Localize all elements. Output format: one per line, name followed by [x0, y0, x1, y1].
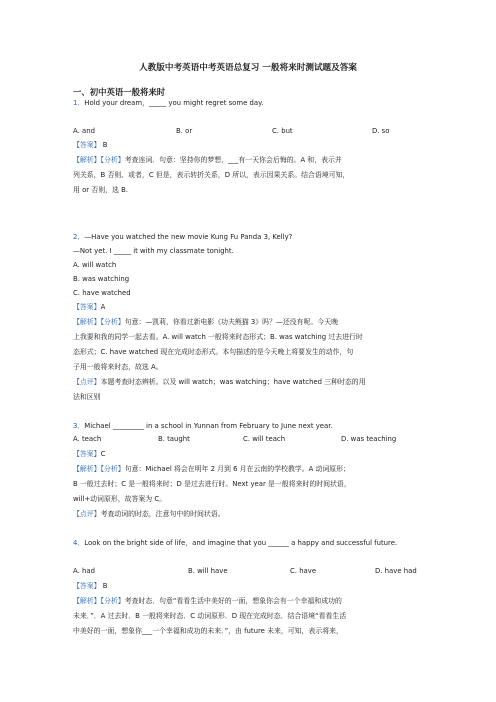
analysis-line: 上我要和我的同学一起去看。A. will watch 一般将来时态形式；B. was watching 过去进行时 — [73, 333, 363, 341]
question-text: Look on the bright side of life，and imagine that you ______ a happy and successful future. — [84, 539, 398, 547]
option-b: B. taught — [158, 435, 190, 443]
analysis-line: 【解析】【分析】句意：—凯莉，你看过新电影《功夫熊猫 3》吗？—还没有呢。今天晚 — [73, 318, 338, 326]
question-1 — [73, 98, 263, 108]
analysis-line: will+动词原形，故答案为 C。 — [73, 495, 167, 503]
comment-line: 【点评】本题考查时态辨析。以及 will watch；was watching；have watched 三种时态的用 — [73, 378, 366, 386]
answer-value: C — [100, 450, 106, 458]
option-d: D. have had — [375, 567, 417, 575]
question-4 — [73, 538, 397, 548]
answer-tag: 【答案】 — [73, 141, 101, 149]
answer-value: B — [100, 141, 108, 149]
question-text-line-2: —Not yet. I _____ it with my classmate tonight. — [73, 247, 234, 255]
analysis-line: 【解析】【分析】考查时态．句意“看看生活中美好的一面，想象你会有一个幸福和成功的 — [73, 597, 342, 605]
option-b: B. was watching — [73, 275, 130, 283]
answer-value: A — [100, 303, 106, 311]
document-title: 人教版中考英语中考英语总复习 一般将来时测试题及答案 — [139, 63, 357, 73]
option-a: A. will watch — [73, 261, 117, 269]
option-a: A. teach — [73, 435, 102, 443]
option-a: A. had — [73, 567, 95, 575]
answer-line — [73, 581, 107, 591]
analysis-line: 用 or 否则，选 B. — [73, 186, 128, 194]
answer-line — [73, 302, 105, 312]
option-c: C. but — [272, 127, 293, 135]
question-number: 2． — [73, 233, 85, 241]
option-a: A. and — [73, 127, 95, 135]
answer-value: B — [100, 582, 108, 590]
question-number: 1． — [73, 99, 85, 107]
comment-line: 【点评】考查动词的时态，注意句中的时间状语。 — [73, 510, 225, 518]
question-text: —Have you watched the new movie Kung Fu Panda 3, Kelly? — [84, 233, 293, 241]
option-d: D. was teaching — [341, 435, 397, 443]
answer-tag: 【答案】 — [73, 450, 101, 458]
comment-line: 法和区别 — [73, 393, 101, 401]
option-c: C. have — [290, 567, 317, 575]
analysis-line: 中美好的一面，想象你___一个幸福和成功的未来．”，由 future 未来，可知，表示将来， — [73, 627, 343, 635]
section-heading: 一、初中英语一般将来时 — [73, 87, 166, 97]
answer-line — [73, 449, 105, 459]
analysis-line: 未来．”．A 过去时．B 一般将来时态．C 动词原形．D 现在完成时态．结合语境“看看生活 — [73, 612, 347, 620]
answer-tag: 【答案】 — [73, 303, 101, 311]
option-c: C. will teach — [243, 435, 286, 443]
analysis-line: 【解析】【分析】句意：Michael 将会在明年 2 月到 6 月在云南的学校教学。A 动词原形； — [73, 465, 350, 473]
answer-tag: 【答案】 — [73, 582, 101, 590]
question-2 — [73, 232, 292, 242]
option-c: C. have watched — [73, 289, 131, 297]
option-d: D. so — [372, 127, 390, 135]
analysis-line: B 一般过去时；C 是一般将来时；D 是过去进行时。Next year 是一般将来时的时间状语， — [73, 480, 351, 488]
analysis-line: 【解析】【分析】考查连词．句意：坚持你的梦想，___有一天你会后悔的。A 和，表示并 — [73, 156, 342, 164]
analysis-line: 态形式；C. have watched 现在完成时态形式。本句描述的是今天晚上将要发生的动作，句 — [73, 348, 354, 356]
analysis-line: 列关系，B 否则、或者，C 但是，表示转折关系，D 所以，表示因果关系。结合语境可知， — [73, 171, 350, 179]
question-number: 3． — [73, 422, 85, 430]
option-b: B. will have — [188, 567, 228, 575]
question-text: Hold your dream，_____ you might regret some day. — [84, 99, 264, 107]
option-b: B. or — [176, 127, 193, 135]
analysis-line: 子用一般将来时态，故选 A。 — [73, 363, 163, 371]
question-number: 4． — [73, 539, 85, 547]
answer-line — [73, 140, 107, 150]
question-3 — [73, 421, 333, 431]
question-text: Michael _________ in a school in Yunnan from February to June next year. — [84, 422, 333, 430]
